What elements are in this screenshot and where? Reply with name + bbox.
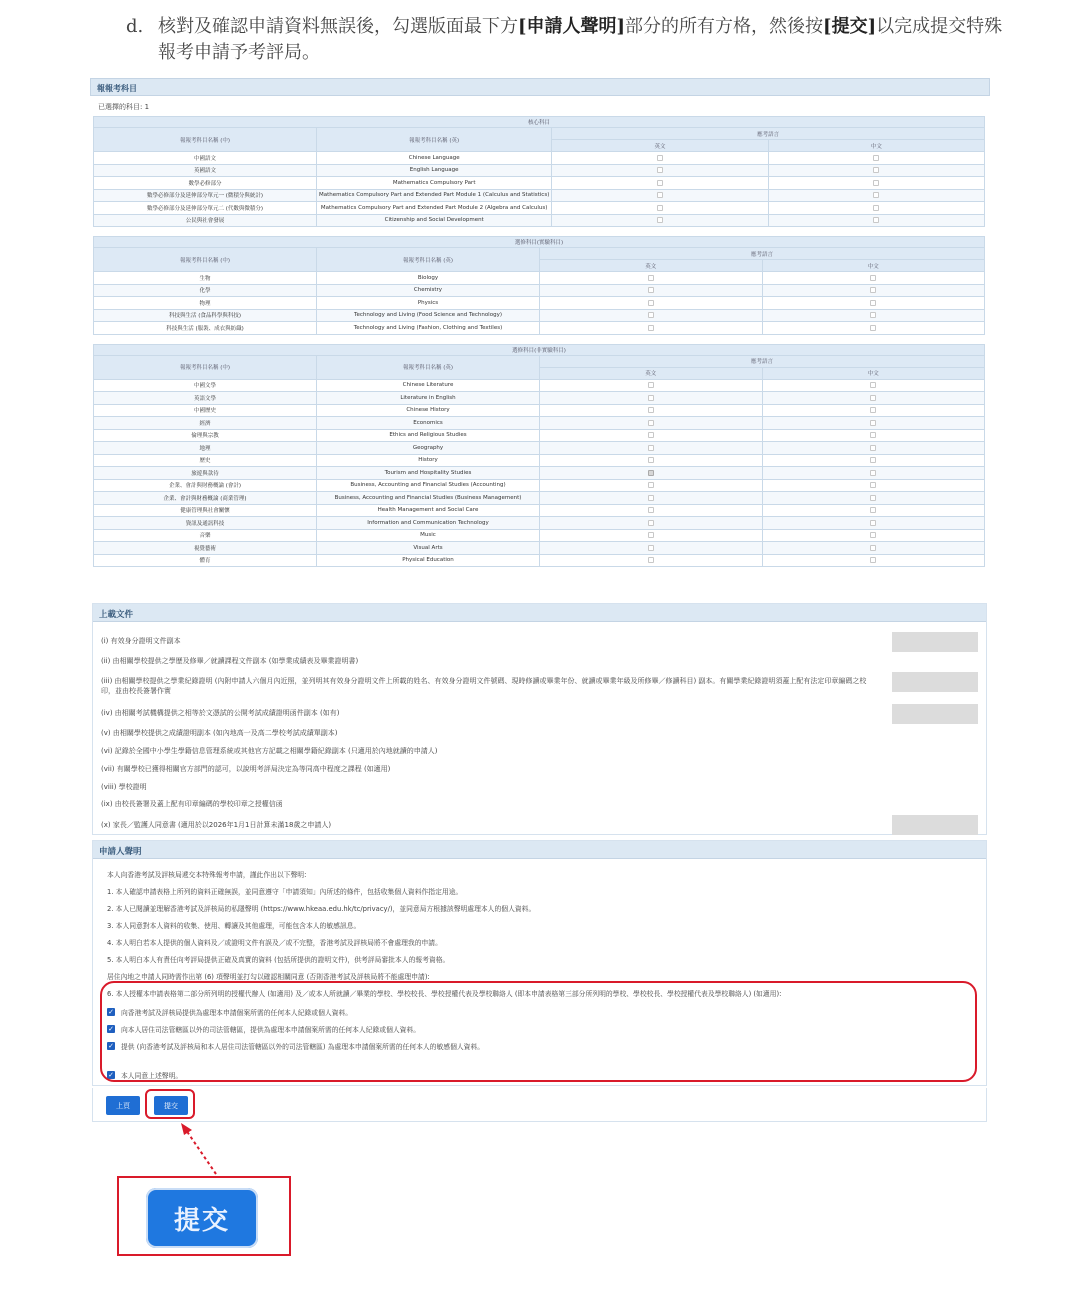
subject-name-zh: 生物	[94, 272, 317, 285]
file-upload-field[interactable]	[892, 672, 978, 692]
english-checkbox[interactable]	[648, 325, 654, 331]
subject-name-en: Citizenship and Social Development	[317, 214, 552, 227]
table-row	[94, 202, 985, 215]
english-checkbox[interactable]	[648, 275, 654, 281]
column-header-chinese: 中文	[762, 367, 985, 379]
declaration-line: 5. 本人明白本人有責任向考評局提供正確及真實的資料 (包括所提供的證明文件)，供考評局審批本人的報考資格。	[107, 956, 450, 964]
subject-name-en: English Language	[317, 164, 552, 177]
subject-name-en: Economics	[317, 417, 540, 430]
upload-item-label: (ix) 由校長簽署及蓋上配有印章編碼的學校印章之授權信函	[101, 800, 283, 808]
column-header-language: 應考語言	[540, 248, 985, 260]
subjects-panel-title: 報報考科目	[90, 78, 990, 96]
subject-name-zh: 英國語文	[94, 164, 317, 177]
table-group-title: 選修科目(實驗科目)	[94, 237, 985, 248]
subject-name-zh: 數學必修部分及延伸部分單元二 (代數與微積分)	[94, 202, 317, 215]
subject-name-zh: 物理	[94, 297, 317, 310]
declaration-checkbox-3[interactable]: ✓ 提供 (向香港考試及評核局和本人居住司法管轄區以外的司法管轄區) 為處理本申請個案所需的任何本人的敏感個人資料。	[108, 1041, 485, 1051]
chinese-checkbox[interactable]	[870, 495, 876, 501]
chinese-checkbox[interactable]	[873, 217, 879, 223]
table-row	[94, 189, 985, 202]
table-row	[94, 404, 985, 417]
english-checkbox[interactable]	[657, 180, 663, 186]
table-row	[94, 322, 985, 335]
chinese-checkbox[interactable]	[870, 287, 876, 293]
subject-name-zh: 資訊及通訊科技	[94, 517, 317, 530]
checkbox-checked-icon[interactable]: ✓	[108, 1041, 114, 1050]
english-checkbox[interactable]	[657, 205, 663, 211]
column-header-chinese: 中文	[762, 260, 985, 272]
zoomed-submit-button[interactable]: 提交	[146, 1188, 258, 1248]
table-group-title: 核心科目	[94, 117, 985, 128]
subject-name-zh: 化學	[94, 284, 317, 297]
table-row	[94, 542, 985, 555]
column-header-english: 英文	[540, 367, 763, 379]
upload-item-label: (iii) 由相關學校提供之學業紀錄證明 (內附申請人六個月內近照，並列明其有效身分證明文件上所載的姓名、有效身分證明文件號碼、現時修讀或畢業年份、就讀或畢業年級及所修畢／修讀科目) 副本。有關學業紀錄證明須蓋上配有法定印章編碼之校印，並由校長簽署作實	[101, 677, 867, 695]
table-row	[94, 284, 985, 297]
english-checkbox[interactable]	[648, 545, 654, 551]
subject-name-en: Information and Communication Technology	[317, 517, 540, 530]
table-row	[94, 479, 985, 492]
upload-item	[101, 742, 978, 760]
subject-name-en: Geography	[317, 442, 540, 455]
chinese-checkbox[interactable]	[870, 457, 876, 463]
table-row	[94, 297, 985, 310]
pointer-arrow-icon	[176, 1120, 226, 1180]
subject-name-zh: 數學必修部分	[94, 177, 317, 190]
column-header-english: 英文	[540, 260, 763, 272]
english-checkbox[interactable]	[657, 155, 663, 161]
english-checkbox[interactable]	[648, 445, 654, 451]
chinese-checkbox[interactable]	[870, 545, 876, 551]
chinese-checkbox[interactable]	[870, 432, 876, 438]
table-row	[94, 429, 985, 442]
upload-item-label: (iv) 由相關考試機構提供之相等於文憑試的公開考試成績證明函件副本 (如有)	[101, 709, 340, 717]
button-bar	[92, 1088, 987, 1122]
subject-name-en: Chinese Language	[317, 152, 552, 165]
subject-name-en: Chinese Literature	[317, 379, 540, 392]
column-header-en: 報報考科目名稱 (英)	[317, 248, 540, 272]
declaration-line: 2. 本人已閱讀並理解香港考試及評核局的私隱聲明 (https://www.hkeaa.edu.hk/tc/privacy/)，並同意局方根據該聲明處理本人的個人資料。	[107, 905, 536, 913]
chinese-checkbox[interactable]	[870, 420, 876, 426]
upload-item	[101, 778, 978, 795]
table-row	[94, 554, 985, 567]
subject-name-en: Literature in English	[317, 392, 540, 405]
subject-name-en: Mathematics Compulsory Part and Extended Part Module 1 (Calculus and Statistics)	[317, 189, 552, 202]
table-row	[94, 504, 985, 517]
subject-name-zh: 公民與社會發展	[94, 214, 317, 227]
upload-item-label: (ii) 由相關學校提供之學歷及修畢／就讀課程文件副本 (如學業成績表及畢業證明書)	[101, 657, 359, 665]
column-header-chinese: 中文	[768, 140, 984, 152]
submit-button[interactable]: 提交	[154, 1096, 188, 1115]
instruction-text: d. 核對及確認申請資料無誤後，勾選版面最下方[申請人聲明]部分的所有方格，然後按[提交]以完成提交特殊 報考申請予考評局。	[126, 16, 1003, 63]
upload-item-label: (vii) 有關學校已獲得相關官方部門的認可，以說明考評局決定為等同高中程度之課程 (如適用)	[101, 765, 391, 773]
subjects-panel	[90, 78, 990, 576]
subject-name-en: Physical Education	[317, 554, 540, 567]
checkbox-checked-icon[interactable]: ✓	[108, 1024, 114, 1033]
english-checkbox[interactable]	[648, 457, 654, 463]
table-row	[94, 309, 985, 322]
agree-checkbox[interactable]: ✓ 本人同意上述聲明。	[108, 1070, 183, 1080]
table-row	[94, 214, 985, 227]
chinese-checkbox[interactable]	[870, 382, 876, 388]
subject-name-zh: 地理	[94, 442, 317, 455]
subject-tables	[90, 116, 990, 567]
table-row	[94, 164, 985, 177]
chinese-checkbox[interactable]	[873, 205, 879, 211]
column-header-zh: 報報考科目名稱 (中)	[94, 248, 317, 272]
chinese-checkbox[interactable]	[870, 407, 876, 413]
column-header-language: 應考語言	[552, 128, 985, 140]
subject-name-zh: 中國歷史	[94, 404, 317, 417]
upload-panel-title: 上載文件	[93, 604, 986, 622]
declaration-checkbox-2[interactable]: ✓ 向本人居住司法管轄區以外的司法管轄區，提供為處理本申請個案所需的任何本人紀錄或個人資料。	[108, 1024, 421, 1034]
table-row	[94, 392, 985, 405]
subject-name-zh: 科技與生活 (食品科學與科技)	[94, 309, 317, 322]
subject-name-zh: 歷史	[94, 454, 317, 467]
upload-item	[101, 652, 978, 670]
table-row	[94, 417, 985, 430]
table-row	[94, 379, 985, 392]
instruction-letter: d.	[126, 16, 144, 37]
subject-name-zh: 健康管理與社會關懷	[94, 504, 317, 517]
table-row	[94, 529, 985, 542]
english-checkbox[interactable]	[648, 495, 654, 501]
subject-name-en: Chemistry	[317, 284, 540, 297]
subject-name-zh: 英語文學	[94, 392, 317, 405]
subject-name-zh: 科技與生活 (服裝、成衣與紡織)	[94, 322, 317, 335]
chinese-checkbox[interactable]	[870, 445, 876, 451]
upload-item	[101, 795, 978, 813]
english-checkbox[interactable]	[648, 532, 654, 538]
subject-name-en: Physics	[317, 297, 540, 310]
subject-name-zh: 企業、會計與財務概論 (商業管理)	[94, 492, 317, 505]
english-checkbox[interactable]	[648, 312, 654, 318]
english-checkbox[interactable]	[657, 167, 663, 173]
declaration-line: 6. 本人授權本申請表格第二部分所列明的授權代辦人 (如適用) 及／或本人所就讀／畢業的學校、學校校長、學校授權代表及學校聯絡人 (即本申請表格第三部分所列明的學校、學校校長、學校授權代表及學校聯絡人) (如適用):	[107, 990, 782, 998]
upload-item-label: (x) 家長／監護人同意書 (適用於以2026年1月1日計算未滿18歲之申請人)	[101, 821, 332, 829]
file-upload-field[interactable]	[892, 815, 978, 835]
table-row	[94, 454, 985, 467]
declaration-line: 居住內地之申請人同時需作出第 (6) 項聲明並打勾以確認相關同意 (否則香港考試及評核局將不能處理申請):	[107, 973, 430, 981]
subject-name-en: Mathematics Compulsory Part	[317, 177, 552, 190]
subject-name-en: Technology and Living (Fashion, Clothing and Textiles)	[317, 322, 540, 335]
selected-count: 已選擇的科目: 1	[98, 103, 150, 111]
declaration-line: 3. 本人同意對本人資料的收集、使用、轉讓及其他處理，可能包含本人的敏感訊息。	[107, 922, 361, 930]
subject-name-zh: 體育	[94, 554, 317, 567]
subject-name-zh: 企業、會計與財務概論 (會計)	[94, 479, 317, 492]
subject-name-zh: 倫理與宗教	[94, 429, 317, 442]
chinese-checkbox[interactable]	[873, 155, 879, 161]
english-checkbox[interactable]	[648, 557, 654, 563]
english-checkbox[interactable]	[648, 507, 654, 513]
file-upload-field[interactable]	[892, 632, 978, 652]
subject-name-en: Health Management and Social Care	[317, 504, 540, 517]
column-header-zh: 報報考科目名稱 (中)	[94, 355, 317, 379]
column-header-zh: 報報考科目名稱 (中)	[94, 128, 317, 152]
english-checkbox[interactable]	[648, 382, 654, 388]
chinese-checkbox[interactable]	[870, 520, 876, 526]
subject-name-en: Visual Arts	[317, 542, 540, 555]
upload-item	[101, 702, 978, 724]
chinese-checkbox[interactable]	[870, 395, 876, 401]
declaration-body	[93, 859, 986, 1091]
chinese-checkbox[interactable]	[870, 557, 876, 563]
upload-item-label: (v) 由相關學校提供之成績證明副本 (如內地高一及高二學校考試成績單副本)	[101, 729, 338, 737]
declaration-panel	[92, 840, 987, 1086]
column-header-en: 報報考科目名稱 (英)	[317, 128, 552, 152]
chinese-checkbox[interactable]	[870, 312, 876, 318]
chinese-checkbox[interactable]	[870, 300, 876, 306]
english-checkbox[interactable]	[648, 420, 654, 426]
table-row	[94, 517, 985, 530]
subject-name-en: Business, Accounting and Financial Studies (Accounting)	[317, 479, 540, 492]
upload-item	[101, 630, 978, 652]
chinese-checkbox[interactable]	[873, 180, 879, 186]
subject-name-zh: 中國文學	[94, 379, 317, 392]
english-checkbox[interactable]	[648, 520, 654, 526]
subject-table	[93, 116, 985, 227]
declaration-line: 1. 本人確認申請表格上所列的資料正確無誤，並同意遵守「申請須知」內所述的條件，包括收集個人資料作指定用途。	[107, 888, 463, 896]
column-header-en: 報報考科目名稱 (英)	[317, 355, 540, 379]
chinese-checkbox[interactable]	[870, 325, 876, 331]
table-group-title: 選修科目(非實驗科目)	[94, 344, 985, 355]
prev-page-button[interactable]: 上頁	[106, 1096, 140, 1115]
checkbox-checked-icon[interactable]: ✓	[108, 1070, 114, 1079]
subject-name-en: Music	[317, 529, 540, 542]
english-checkbox[interactable]	[648, 482, 654, 488]
english-checkbox[interactable]	[648, 470, 654, 476]
declaration-panel-title: 申請人聲明	[93, 841, 986, 859]
chinese-checkbox[interactable]	[873, 167, 879, 173]
submit-highlight-box	[145, 1089, 195, 1119]
table-row	[94, 467, 985, 480]
table-row	[94, 492, 985, 505]
english-checkbox[interactable]	[648, 407, 654, 413]
column-header-english: 英文	[552, 140, 768, 152]
upload-item	[101, 724, 978, 742]
file-upload-field[interactable]	[892, 704, 978, 724]
chinese-checkbox[interactable]	[870, 275, 876, 281]
subject-name-en: Ethics and Religious Studies	[317, 429, 540, 442]
english-checkbox[interactable]	[657, 217, 663, 223]
table-row	[94, 152, 985, 165]
table-row	[94, 177, 985, 190]
subject-name-en: History	[317, 454, 540, 467]
english-checkbox[interactable]	[648, 432, 654, 438]
chinese-checkbox[interactable]	[873, 192, 879, 198]
subject-name-zh: 音樂	[94, 529, 317, 542]
upload-panel	[92, 603, 987, 835]
chinese-checkbox[interactable]	[870, 482, 876, 488]
upload-item-label: (i) 有效身分證明文件副本	[101, 637, 181, 645]
upload-item	[101, 760, 978, 778]
upload-item	[101, 813, 978, 837]
subject-table	[93, 344, 985, 568]
subject-name-en: Technology and Living (Food Science and Technology)	[317, 309, 540, 322]
subject-name-en: Biology	[317, 272, 540, 285]
subject-name-en: Tourism and Hospitality Studies	[317, 467, 540, 480]
english-checkbox[interactable]	[648, 300, 654, 306]
checkbox-checked-icon[interactable]: ✓	[108, 1007, 114, 1016]
english-checkbox[interactable]	[648, 395, 654, 401]
chinese-checkbox[interactable]	[870, 532, 876, 538]
declaration-checkbox-1[interactable]: ✓ 向香港考試及評核局提供為處理本申請個案所需的任何本人紀錄或個人資料。	[108, 1007, 353, 1017]
upload-item-label: (vi) 記錄於全國中小學生學籍信息管理系統或其他官方記載之相關學籍紀錄副本 (只適用於內地就讀的申請人)	[101, 747, 438, 755]
subject-name-zh: 中國語文	[94, 152, 317, 165]
declaration-line: 4. 本人明白若本人提供的個人資料及／或證明文件有誤及／或不完整，香港考試及評核局將不會處理我的申請。	[107, 939, 442, 947]
subject-table	[93, 236, 985, 335]
english-checkbox[interactable]	[657, 192, 663, 198]
chinese-checkbox[interactable]	[870, 470, 876, 476]
english-checkbox[interactable]	[648, 287, 654, 293]
upload-item-label: (viii) 學校證明	[101, 782, 147, 791]
subject-name-zh: 視覺藝術	[94, 542, 317, 555]
table-row	[94, 442, 985, 455]
subject-name-zh: 旅遊與款待	[94, 467, 317, 480]
subject-name-en: Chinese History	[317, 404, 540, 417]
subject-name-zh: 經濟	[94, 417, 317, 430]
upload-list	[93, 622, 986, 837]
declaration-line: 本人向香港考試及評核局遞交本特殊報考申請，謹此作出以下聲明:	[107, 871, 307, 879]
subject-name-zh: 數學必修部分及延伸部分單元一 (微積分與統計)	[94, 189, 317, 202]
chinese-checkbox[interactable]	[870, 507, 876, 513]
subject-name-en: Mathematics Compulsory Part and Extended Part Module 2 (Algebra and Calculus)	[317, 202, 552, 215]
column-header-language: 應考語言	[540, 355, 985, 367]
upload-item	[101, 670, 978, 702]
table-row	[94, 272, 985, 285]
subject-name-en: Business, Accounting and Financial Studies (Business Management)	[317, 492, 540, 505]
